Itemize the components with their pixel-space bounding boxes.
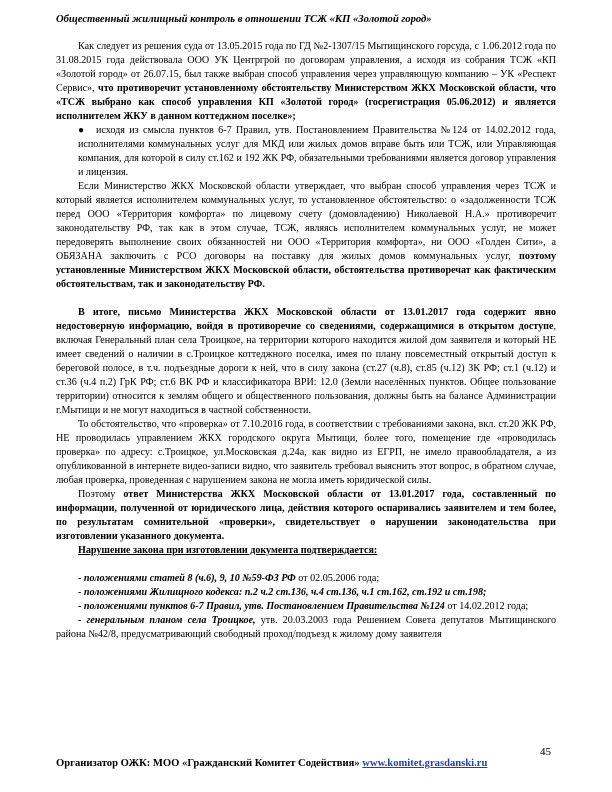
bullet-paragraph: ● исходя из смысла пунктов 6-7 Правил, утв. Постановлением Правительства №124 от 14.02.2012 года, исполнителями коммунальных услуг для МКД или жилых домов вправе быть или ТСЖ, или Управляющая компания, для которой в силу ст.162 и 192 ЖК РФ, обязательными требованиями является договор управления и лицензия.	[78, 125, 556, 178]
list-item: - положениями пунктов 6-7 Правил, утв. Постановлением Правительства №124 от 14.02.2012 года;	[78, 601, 529, 612]
list-item: - генеральным планом села Троицкое, утв. 20.03.2003 года Решением Совета депутатов Мытищинского района №42/8, предусматривающий свободный проход/подъезд к жилому дому заявителя	[56, 615, 556, 640]
paragraph-conclusion: В итоге, письмо Министерства ЖКХ Московской области от 13.01.2017 года содержит явно недостоверную информацию, войдя в противоречие со сведениями, содержащимися в открытом доступе, включая Генеральный план села Троицкое, на территории которого находится жилой дом заявителя и который НЕ имеет сведений о наличии в с.Троицкое коттеджного поселка, имея по плану повсеместный открытый доступ к береговой полосе, в т.ч. подъездные дороги к ней, что в силу закона (ст.27 (ч.8), ст.85 (ч.12) ЗК РФ; ст.1 (ч.12) и ст.36 (ч.4 п.2) ГрК РФ; ст.6 ВК РФ и классификатора ВРИ: 12.0 (Земли населённых пунктов. Общее пользование территории) относится к землям общего и общественного пользования, должны быть на балансе Администрации г.Мытищи и не могут находиться в частной собственности.	[56, 307, 556, 416]
list-item: - положениями Жилищного кодекса: п.2 ч.2 ст.136, ч.4 ст.136, ч.1 ст.162, ст.192 и ст.198;	[78, 587, 487, 598]
footer-organizer: Организатор ОЖК: МОО «Гражданский Комитет Содействия»	[56, 758, 360, 769]
footer	[56, 758, 556, 769]
footer-link[interactable]: www.komitet.grasdanski.ru	[362, 758, 488, 769]
paragraph-ministry-claim: Если Министерство ЖКХ Московской области утверждает, что выбран способ управления через ТСЖ и который является исполнителем коммунальных услуг, то установленное обстоятельство: о «задолженности ТСЖ перед ООО «Территория комфорта» по лицевому счету (домовладению) Николаевой Н.А.» противоречит законодательству РФ, так как в этом случае, ТСЖ, являясь исполнителем коммунальных услуг, не может передоверять выполнение своих обязанностей ни ООО «Территория комфорта», ни ООО «Голден Сити», а ОБЯЗАНА заключить с РСО договоры на поставку для жилых домов коммунальных услуг, поэтому установленные Министерством ЖКХ Московской области, обстоятельства противоречат как фактическим обстоятельствам, так и законодательству РФ.	[56, 181, 556, 290]
section-heading: Нарушение закона при изготовлении документа подтверждается:	[78, 545, 378, 556]
paragraph-therefore: Поэтому ответ Министерства ЖКХ Московской области от 13.01.2017 года, составленный по информации, полученной от юридического лица, действия которого оспаривались заявителем и тем более, по результатам сомнительной «проверки», свидетельствует о нарушении законодательства при изготовлении указанного документа.	[56, 489, 557, 542]
bullet-icon: ●	[78, 125, 86, 136]
document-body	[56, 40, 556, 642]
paragraph-court-decision: Как следует из решения суда от 13.05.2015 года по ГД №2-1307/15 Мытищинского горсуда, с 1.06.2012 года по 31.08.2015 года действовала ООО УК Центргрой по договорам управления, а исходя из собрания ТСЖ «КП «Золотой город» от 26.07.15, был также выбран способ управления через управляющую компанию – УК «Респект Сервис», что противоречит установленному обстоятельству Министерством ЖКХ Московской области, что «ТСЖ выбрано как способ управления КП «Золотой город» (госрегистрация 05.06.2012) и является исполнителем ЖКУ в данном коттеджном поселке»;	[56, 41, 556, 122]
running-header: Общественный жилищный контроль в отношении ТСЖ «КП «Золотой город»	[56, 14, 432, 25]
list-item: - положениями статей 8 (ч.6), 9, 10 №59-ФЗ РФ от 02.05.2006 года;	[78, 573, 380, 584]
page-number: 45	[540, 746, 551, 758]
violations-list	[56, 572, 556, 642]
paragraph-inspection: То обстоятельство, что «проверка» от 7.10.2016 года, в соответствии с требованиями закона, вкл. ст.20 ЖК РФ, НЕ проводилась управлением ЖКХ городского округа Мытищи, более того, помещение где «проводилась проверка» по адресу: с.Троицкое, ул.Московская д.24а, как видно из ЕГРП, не имело правообладателя, а из опубликованной в интернете видео-записи видно, что заявитель требовал выяснить этот вопрос, в обратном случае, любая проверка, проведенная с нарушением закона не могла иметь юридической силы.	[56, 419, 556, 486]
